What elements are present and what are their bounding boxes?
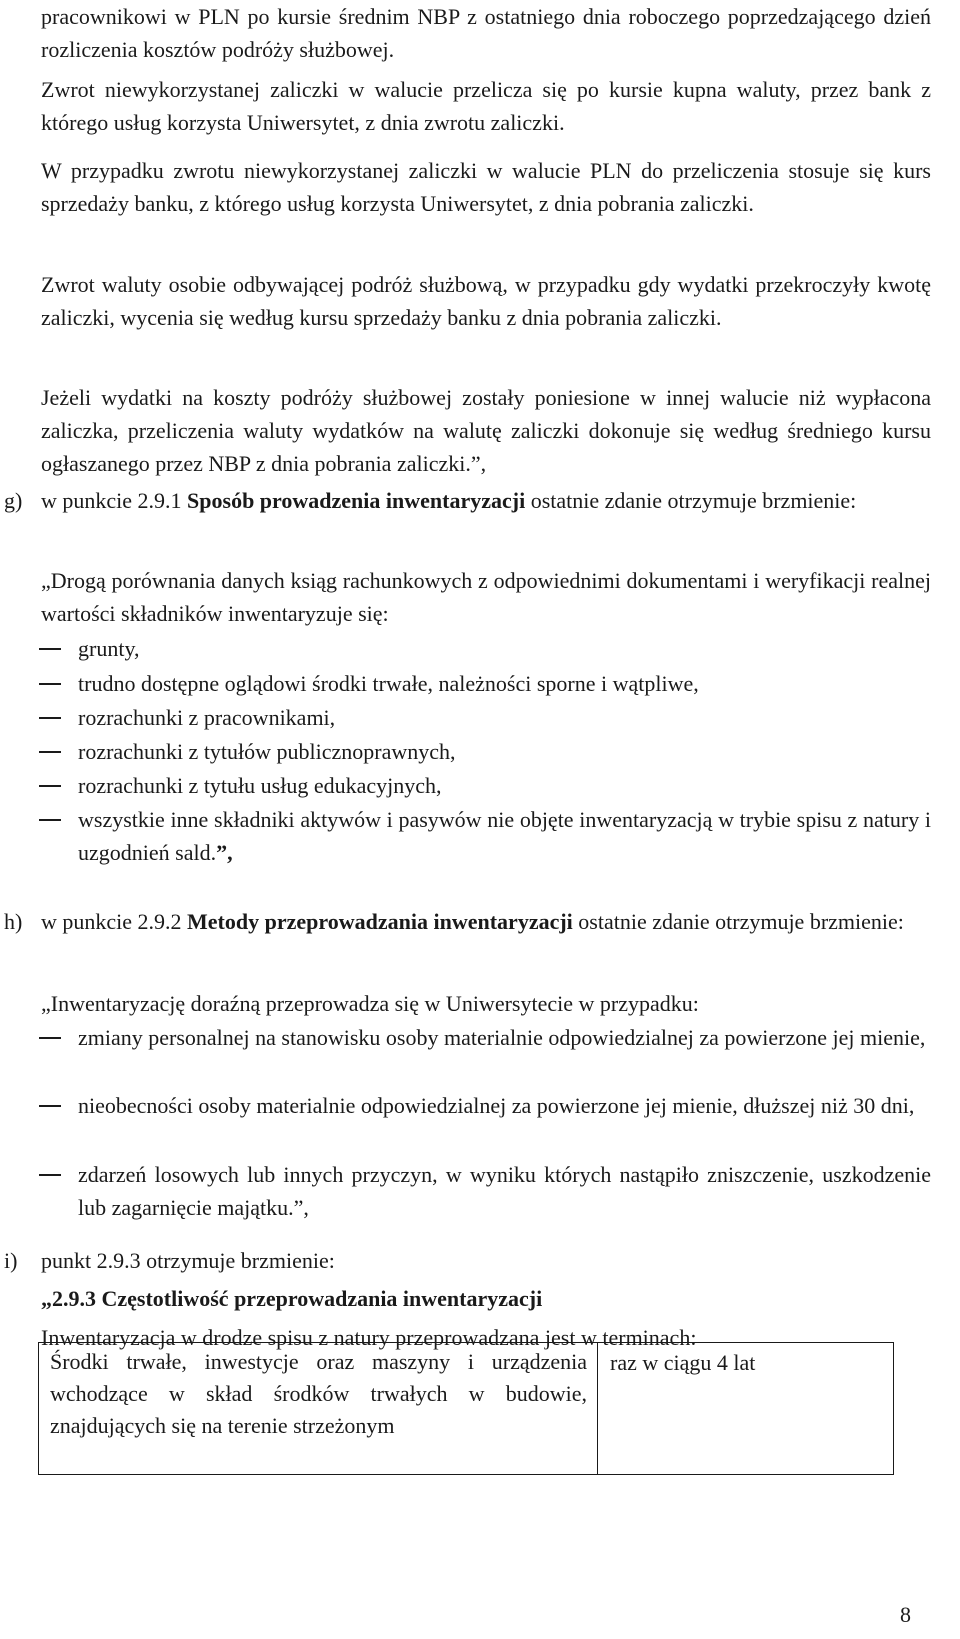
paragraph-advance-return-foreign: Zwrot niewykorzystanej zaliczki w walucie przelicza się po kursie kupna waluty, przez bank z którego usług korzysta Uniwersytet, z dnia zwrotu zaliczki. (41, 77, 931, 135)
paragraph-other-currency: Jeżeli wydatki na koszty podróży służbowej zostały poniesione w innej walucie niż wypłacona zaliczka, przeliczenia waluty wydatków na walutę zaliczki dokonuje się według średniego kursu ogłaszanego przez NBP z dnia pobrania zaliczki.”, (41, 385, 931, 476)
section-title: Sposób prowadzenia inwentaryzacji (187, 488, 526, 513)
paragraph-rate-settlement: pracownikowi w PLN po kursie średnim NBP z ostatniego dnia roboczego poprzedzającego dzień rozliczenia kosztów podróży służbowej. (41, 4, 931, 62)
item-marker: h) (4, 909, 23, 934)
document-page: pracownikowi w PLN po kursie średnim NBP z ostatniego dnia roboczego poprzedzającego dzień rozliczenia kosztów podróży służbowej. Zwrot niewykorzystanej zaliczki w walucie przelicza się po kursie kupna waluty, przez bank z którego usług korzysta Uniwersytet, z dnia zwrotu zaliczki. W przypadku zwrotu niewykorzystanej zaliczki w walucie PLN do przeliczenia stosuje się kurs sprzedaży banku, z którego usług korzysta Uniwersytet, z dnia pobrania zaliczki. Zwrot waluty osobie odbywającej podróż służbową, w przypadku gdy wydatki przekroczyły kwotę zaliczki, wycenia się według kursu sprzedaży banku z dnia pobrania zaliczki. Jeżeli wydatki na koszty podróży służbowej zostały poniesione w innej walucie niż wypłacona zaliczka, przeliczenia waluty wydatków na walutę zaliczki dokonuje się według średniego kursu ogłaszanego przez NBP z dnia pobrania zaliczki.”, g) w punkcie 2.9.1 Sposób prowadzenia inwentaryzacji ostatnie zdanie otrzymuje brzmienie: „Drogą porównania danych ksiąg rachunkowych z odpowiednimi dokumentami i weryfikacji realnej wartości składników inwentaryzuje się: grunty, trudno dostępne oglądowi środki trwałe, należności sporne i wątpliwe, rozrachunki z pracownikami, rozrachunki z tytułów publicznoprawnych, rozrachunki z tytułu usług edukacyjnych, wszystkie inne składniki aktywów i pasywów nie objęte inwentaryzacją w trybie spisu z natury i uzgodnień sald.”, h) w punkcie 2.9.2 Metody przeprowadzania inwentaryzacji ostatnie zdanie otrzymuje brzmienie: „Inwentaryzację doraźną przeprowadza się w Uniwersytecie w przypadku: zmiany personalnej na stanowisku osoby materialnie odpowiedzialnej za powierzone jej mienie, nieobecności osoby materialnie odpowiedzialnej za powierzone jej mienie, dłuższej niż 30 dni, zdarzeń losowych lub innych przyczyn, w wyniku których nastąpiło zniszczenie, uszkodzenie lub zagarnięcie majątku.”, i) punkt 2.9.3 otrzymuje brzmienie: „2.9.3 Częstotliwość przeprowadzania inwentaryzacji Inwentaryzacja w drodze spisu z natury przeprowadzana jest w terminach: Środki trwałe, inwestycje oraz maszyny i urządzenia wchodzące w skład środków trwałych w budowie, znajdujących się na terenie strzeżonym raz w ciągu 4 lat 8 (0, 0, 960, 1639)
inventory-intro: Inwentaryzacja w drodze spisu z natury przeprowadzana jest w terminach: (41, 1325, 697, 1350)
table-cell-assets: Środki trwałe, inwestycje oraz maszyny i urządzenia wchodzące w skład środków trwałych w budowie, znajdujących się na terenie strzeżonym (39, 1343, 598, 1474)
closing-quote: ”, (216, 840, 233, 865)
paragraph-currency-refund: Zwrot waluty osobie odbywającej podróż służbową, w przypadku gdy wydatki przekroczyły kwotę zaliczki, wycenia się według kursu sprzedaży banku z dnia pobrania zaliczki. (41, 272, 931, 330)
item-marker: g) (4, 488, 23, 513)
item-text: w punkcie 2.9.2 Metody przeprowadzania inwentaryzacji ostatnie zdanie otrzymuje brzmienie: (41, 909, 904, 934)
inventory-schedule-table (38, 1342, 894, 1475)
section-title: Metody przeprowadzania inwentaryzacji (187, 909, 573, 934)
item-text: punkt 2.9.3 otrzymuje brzmienie: (41, 1248, 335, 1273)
page-number: 8 (900, 1602, 911, 1627)
section-heading: „2.9.3 Częstotliwość przeprowadzania inwentaryzacji (41, 1286, 543, 1311)
paragraph-advance-return-pln: W przypadku zwrotu niewykorzystanej zaliczki w walucie PLN do przeliczenia stosuje się kurs sprzedaży banku, z którego usług korzysta Uniwersytet, z dnia pobrania zaliczki. (41, 158, 931, 216)
item-marker: i) (4, 1248, 18, 1273)
quote-intro: „Drogą porównania danych ksiąg rachunkowych z odpowiednimi dokumentami i weryfikacji realnej wartości składników inwentaryzuje się: (41, 568, 931, 626)
table-cell-frequency: raz w ciągu 4 lat (610, 1350, 756, 1375)
item-text: w punkcie 2.9.1 Sposób prowadzenia inwentaryzacji ostatnie zdanie otrzymuje brzmienie: (41, 488, 857, 513)
quote-intro: „Inwentaryzację doraźną przeprowadza się w Uniwersytecie w przypadku: (41, 991, 699, 1016)
